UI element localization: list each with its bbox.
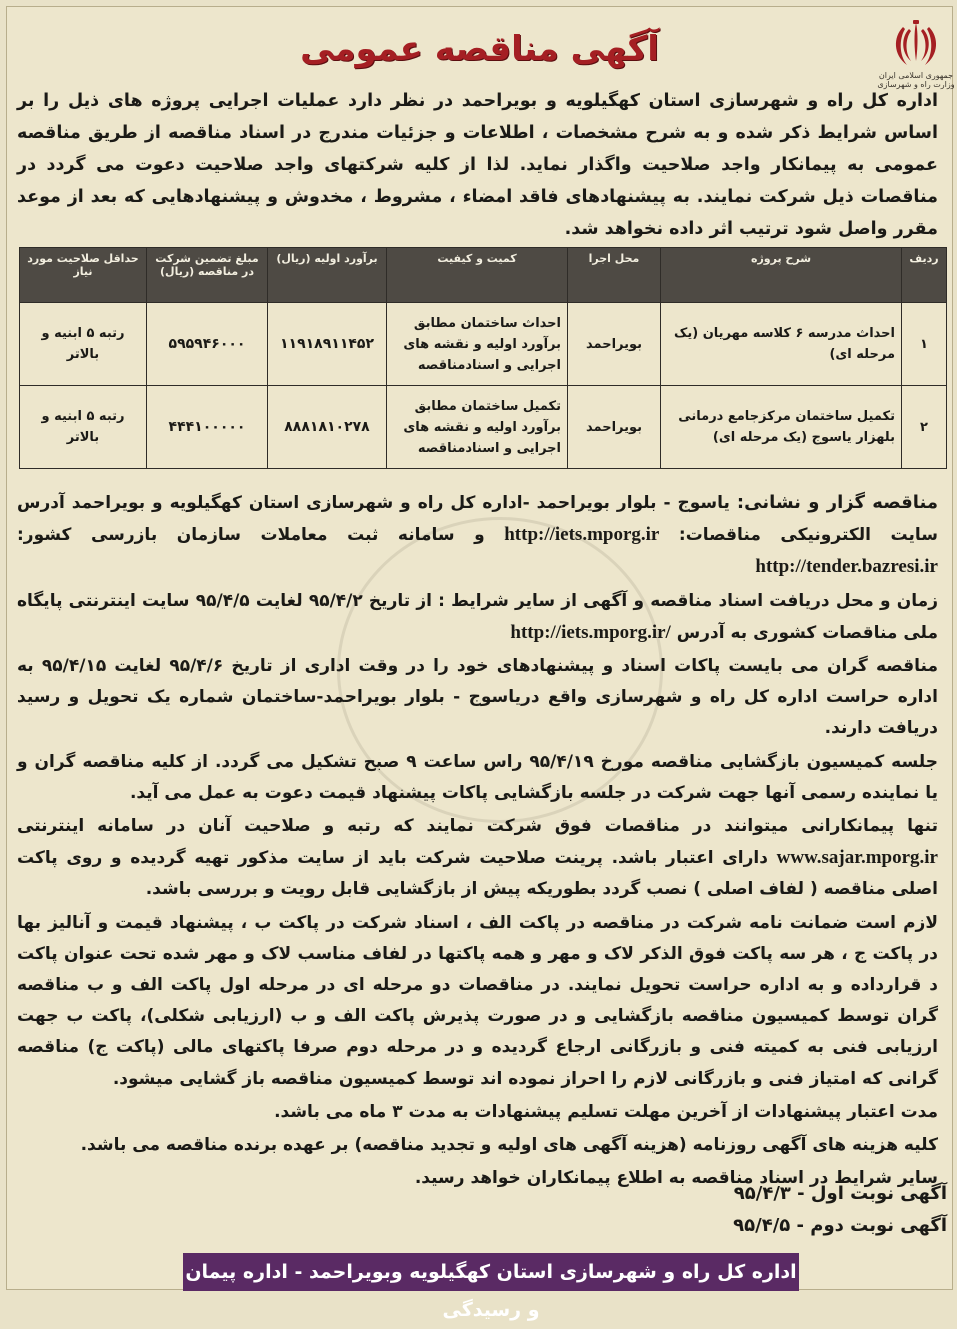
table-header-row xyxy=(20,248,947,303)
first-publication: آگهی نوبت اول - ۹۵/۴/۳ xyxy=(733,1183,947,1204)
qualification-text-2: دارای اعتبار باشد. پرینت صلاحیت شرکت باید از سایت مذکور تهیه گردیده و روی پاکت اصلی مناقصه ( لفاف اصلی ) نصب گردد بطوریکه پیش از بازگشایی قابل رویت و بررسی باشد. xyxy=(17,848,938,900)
project-estimate: ۸۸۸۱۸۱۰۲۷۸ xyxy=(268,386,387,469)
notice-body xyxy=(17,487,938,1196)
notice-title xyxy=(7,29,952,69)
address-mid: و سامانه ثبت معاملات سازمان بازرسی کشور: xyxy=(17,525,485,546)
tender-bazresi-link[interactable]: http://tender.bazresi.ir xyxy=(755,556,938,578)
project-location: بویراحمد xyxy=(568,386,661,469)
intro-paragraph: اداره کل راه و شهرسازی استان کهگیلویه و بویراحمد در نظر دارد عملیات اجرایی پروژه های ذیل را بر اساس شرایط ذکر شده و به شرح مشخصات ، اطلاعات و جزئیات مندرج در اسناد مناقصه از طریق مناقصه عمومی به پیمانکار واجد صلاحیت واگذار نماید. لذا از کلیه شرکتهای واجد صلاحیت دعوت می گردد در مناقصات ذیل شرکت نمایند. به پیشنهادهای فاقد امضاء ، مشروط ، مخدوش و پیشنهادهایی که بعد از موعد مقرر واصل شود ترتیب اثر داده نخواهد شد. xyxy=(17,91,938,239)
footer-band: اداره کل راه و شهرسازی استان کهگیلویه وبویراحمد - اداره پیمان و رسیدگی xyxy=(183,1253,799,1291)
validity-paragraph: مدت اعتبار پیشنهادات از آخرین مهلت تسلیم پیشنهادات به مدت ۳ ماه می باشد. xyxy=(274,1101,938,1122)
iets-link[interactable]: http://iets.mporg.ir xyxy=(504,524,660,546)
project-guarantee: ۴۴۴۱۰۰۰۰۰ xyxy=(147,386,268,469)
second-publication: آگهی نوبت دوم - ۹۵/۴/۵ xyxy=(733,1215,947,1236)
iets-docs-link[interactable]: http://iets.mporg.ir/ xyxy=(510,621,671,643)
header-row-number: ردیف xyxy=(902,248,947,303)
header-guarantee: مبلغ تضمین شرکت در مناقصه (ریال) xyxy=(147,248,268,303)
header-location: محل اجرا xyxy=(568,248,661,303)
project-guarantee: ۵۹۵۹۴۶۰۰۰ xyxy=(147,303,268,386)
project-description: احداث مدرسه ۶ کلاسه مهریان (یک مرحله ای) xyxy=(661,303,902,386)
qualification-paragraph xyxy=(17,811,938,906)
project-scope: تکمیل ساختمان مطابق برآورد اولیه و نقشه های اجرایی و اسنادمناقصه xyxy=(387,386,568,469)
qualification-text: تنها پیمانکارانی میتوانند در مناقصات فوق شرکت نمایند که رتبه و صلاحیت آنان در سامانه اینترنتی xyxy=(17,816,938,837)
table-row xyxy=(20,386,947,469)
header-estimate: برآورد اولیه (ریال) xyxy=(268,248,387,303)
row-number: ۱ xyxy=(902,303,947,386)
header-qualification: حداقل صلاحیت مورد نیاز xyxy=(20,248,147,303)
other-conditions-paragraph: سایر شرایط در اسناد مناقصه به اطلاع پیمانکاران خواهد رسید. xyxy=(414,1168,938,1189)
title-text: آگهی مناقصه عمومی xyxy=(282,29,677,69)
address-label: مناقصه گزار و نشانی: xyxy=(736,492,938,513)
project-scope: احداث ساختمان مطابق برآورد اولیه و نقشه های اجرایی و اسنادمناقصه xyxy=(387,303,568,386)
costs-paragraph: کلیه هزینه های آگهی روزنامه (هزینه آگهی های اولیه و تجدید مناقصه) بر عهده برنده مناقصه می باشد. xyxy=(80,1135,938,1156)
project-location: بویراحمد xyxy=(568,303,661,386)
opening-paragraph: جلسه کمیسیون بازگشایی مناقصه مورخ ۹۵/۴/۱۹ راس ساعت ۹ صبح تشکیل می گردد. از کلیه مناقصه گران و یا نماینده رسمی آنها جهت شرکت در جلسه بازگشایی پاکات پیشنهاد قیمت دعوت به عمل می آید. xyxy=(17,751,938,803)
tender-notice-page xyxy=(6,6,955,1321)
documents-text: زمان و محل دریافت اسناد مناقصه و آگهی از سایر شرایط : از تاریخ ۹۵/۴/۲ لغایت ۹۵/۴/۵ سایت اینترنتی پایگاه ملی مناقصات کشوری به آدرس xyxy=(17,590,938,643)
header-project: شرح پروژه xyxy=(661,248,902,303)
header-scope: کمیت و کیفیت xyxy=(387,248,568,303)
documents-paragraph xyxy=(17,586,938,649)
envelopes-paragraph: لازم است ضمانت نامه شرکت در مناقصه در پاکت الف ، اسناد شرکت در پاکت ب ، پیشنهاد قیمت و آنالیز بها در پاکت ج ، هر سه پاکت فوق الذکر لاک و مهر و همه پاکتها در لفاف مناسب لاک و مهر شده تحت عنوان پاکت د قرارداده و به اداره حراست تحویل نمایند. در مناقصات دو مرحله ای در مرحله اول پاکت الف و ب مناقصه گران توسط کمیسیون مناقصه بازگشایی و در صورت پذیرش پاکت الف و ب (ارزیابی شکلی)، پاکت ب جهت ارزیابی فنی به کمیته فنی و بازرگانی ارجاع گردیده و در مرحله دوم صرفا پاکتهای مالی (پاکت ج) مناقصه گرانی که امتیاز فنی و بازرگانی لازم را احراز نموده اند توسط کمیسیون مناقصه باز گشایی میشود. xyxy=(17,912,938,1089)
project-description: تکمیل ساختمان مرکزجامع درمانی بلهزار یاسوج (یک مرحله ای) xyxy=(661,386,902,469)
address-paragraph xyxy=(17,487,938,584)
project-estimate: ۱۱۹۱۸۹۱۱۴۵۲ xyxy=(268,303,387,386)
projects-table xyxy=(19,247,947,469)
project-qualification: رتبه ۵ ابنیه و بالاتر xyxy=(20,386,147,469)
project-qualification: رتبه ۵ ابنیه و بالاتر xyxy=(20,303,147,386)
logo-caption: جمهوری اسلامی ایران وزارت راه و شهرسازی xyxy=(877,71,955,89)
submission-paragraph: مناقصه گران می بایست پاکات اسناد و پیشنهادهای خود را در وقت اداری از تاریخ ۹۵/۴/۶ لغایت ۹۵/۴/۱۵ به اداره حراست اداره کل راه و شهرسازی واقع دریاسوج - بلوار بویراحمد-ساختمان شماره یک تحویل و رسید دریافت دارند. xyxy=(17,656,938,739)
address-text: یاسوج - بلوار بویراحمد -اداره کل راه و شهرسازی استان کهگیلویه و بویراحمد آدرس سایت الکترونیکی مناقصات: xyxy=(17,493,938,546)
sajar-link[interactable]: www.sajar.mporg.ir xyxy=(776,847,938,869)
table-row xyxy=(20,303,947,386)
row-number: ۲ xyxy=(902,386,947,469)
